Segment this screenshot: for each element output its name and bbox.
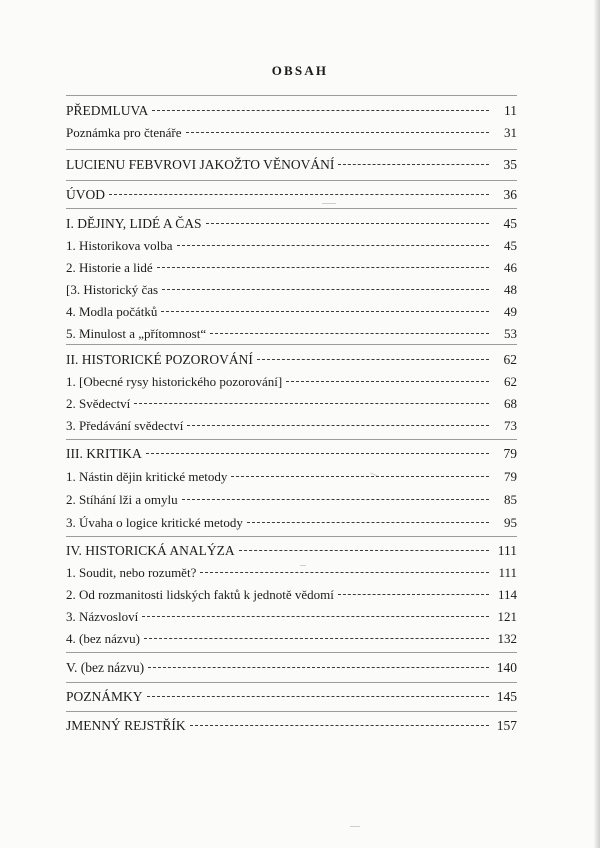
entry-title: V. (bez názvu) xyxy=(66,660,145,675)
toc-entry[interactable] xyxy=(66,101,517,121)
entry-page-number: 48 xyxy=(504,282,517,297)
toc-entry[interactable] xyxy=(66,416,517,436)
dot-leader xyxy=(182,499,489,500)
toc-entry[interactable] xyxy=(66,490,517,510)
toc-entry[interactable] xyxy=(66,467,517,487)
entry-page-number: 73 xyxy=(504,418,517,433)
toc-entry[interactable] xyxy=(66,629,517,649)
dot-leader xyxy=(231,476,489,477)
dot-leader xyxy=(206,223,489,224)
entry-page-number: 111 xyxy=(498,565,517,580)
entry-title: POZNÁMKY xyxy=(66,689,143,704)
entry-page-number: 31 xyxy=(504,125,517,140)
entry-title: 2. Svědectví xyxy=(66,396,131,411)
entry-page-number: 79 xyxy=(504,469,517,484)
dot-leader xyxy=(257,359,489,360)
toc-entry[interactable] xyxy=(66,185,517,205)
toc-entry[interactable] xyxy=(66,302,517,322)
entry-page-number: 114 xyxy=(497,587,517,602)
dot-leader xyxy=(161,311,489,312)
entry-title: [3. Historický čas xyxy=(66,282,159,297)
toc-entry[interactable] xyxy=(66,324,517,344)
entry-title: 3. Názvosloví xyxy=(66,609,139,624)
toc-entry[interactable] xyxy=(66,658,517,678)
entry-page-number: 46 xyxy=(504,260,517,275)
table-of-contents xyxy=(66,0,517,848)
entry-page-number: 45 xyxy=(504,238,517,253)
dot-leader xyxy=(190,725,489,726)
dot-leader xyxy=(134,403,489,404)
dot-leader xyxy=(187,425,489,426)
entry-page-number: 157 xyxy=(496,718,517,733)
entry-page-number: 35 xyxy=(503,157,517,172)
entry-page-number: 121 xyxy=(497,609,517,624)
dot-leader xyxy=(162,289,489,290)
entry-title: I. DĚJINY, LIDÉ A ČAS xyxy=(66,216,202,231)
entry-title: 5. Minulost a „přítomnost“ xyxy=(66,326,207,341)
toc-entry[interactable] xyxy=(66,513,517,533)
entry-title: III. KRITIKA xyxy=(66,446,142,461)
dot-leader xyxy=(210,333,489,334)
entry-title: Poznámka pro čtenáře xyxy=(66,125,182,140)
toc-entry[interactable] xyxy=(66,350,517,370)
entry-page-number: 79 xyxy=(503,446,517,461)
toc-entry[interactable] xyxy=(66,155,517,175)
entry-title: 2. Stíhání lži a omylu xyxy=(66,492,178,507)
toc-entry[interactable] xyxy=(66,123,517,143)
page-edge-shadow xyxy=(594,0,600,848)
entry-title: IV. HISTORICKÁ ANALÝZA xyxy=(66,543,235,558)
dot-leader xyxy=(147,696,489,697)
toc-entry[interactable] xyxy=(66,280,517,300)
toc-entry[interactable] xyxy=(66,214,517,234)
entry-title: 1. Historikova volba xyxy=(66,238,173,253)
dot-leader xyxy=(247,522,489,523)
entry-page-number: 36 xyxy=(503,187,517,202)
scan-speck xyxy=(322,203,336,204)
page-title: OBSAH xyxy=(271,63,329,78)
toc-entry[interactable] xyxy=(66,563,517,583)
entry-title: 3. Předávání svědectví xyxy=(66,418,184,433)
entry-page-number: 53 xyxy=(504,326,517,341)
dot-leader xyxy=(338,594,489,595)
entry-page-number: 11 xyxy=(504,103,517,118)
entry-page-number: 140 xyxy=(496,660,517,675)
toc-entry[interactable] xyxy=(66,541,517,561)
toc-entry[interactable] xyxy=(66,394,517,414)
toc-entry[interactable] xyxy=(66,236,517,256)
entry-title: II. HISTORICKÉ POZOROVÁNÍ xyxy=(66,352,253,367)
dot-leader xyxy=(186,132,489,133)
entry-page-number: 45 xyxy=(503,216,517,231)
scan-speck xyxy=(300,565,306,566)
scan-speck xyxy=(350,826,360,827)
dot-leader xyxy=(177,245,489,246)
dot-leader xyxy=(239,550,489,551)
dot-leader xyxy=(109,194,489,195)
entry-page-number: 62 xyxy=(504,374,517,389)
dot-leader xyxy=(338,164,489,165)
entry-title: 4. (bez názvu) xyxy=(66,631,140,646)
entry-page-number: 95 xyxy=(504,515,517,530)
entry-title: LUCIENU FEBVROVI JAKOŽTO VĚNOVÁNÍ xyxy=(66,157,335,172)
toc-entry[interactable] xyxy=(66,372,517,392)
entry-page-number: 49 xyxy=(504,304,517,319)
entry-page-number: 68 xyxy=(504,396,517,411)
entry-page-number: 145 xyxy=(496,689,517,704)
toc-entry[interactable] xyxy=(66,258,517,278)
entry-page-number: 85 xyxy=(504,492,517,507)
dot-leader xyxy=(157,267,489,268)
entry-title: 3. Úvaha o logice kritické metody xyxy=(66,515,243,530)
toc-entry[interactable] xyxy=(66,687,517,707)
dot-leader xyxy=(142,616,489,617)
entry-title: JMENNÝ REJSTŘÍK xyxy=(66,718,186,733)
entry-title: ÚVOD xyxy=(66,187,105,202)
toc-entry[interactable] xyxy=(66,444,517,464)
entry-title: 4. Modla počátků xyxy=(66,304,158,319)
dot-leader xyxy=(148,667,489,668)
toc-entry[interactable] xyxy=(66,585,517,605)
entry-page-number: 132 xyxy=(497,631,517,646)
entry-title: PŘEDMLUVA xyxy=(66,103,149,118)
dot-leader xyxy=(144,638,489,639)
entry-page-number: 62 xyxy=(503,352,517,367)
toc-entry[interactable] xyxy=(66,716,517,736)
entry-title: 1. [Obecné rysy historického pozorování] xyxy=(66,374,283,389)
entry-title: 2. Historie a lidé xyxy=(66,260,153,275)
entry-title: 1. Soudit, nebo rozumět? xyxy=(66,565,197,580)
dot-leader xyxy=(286,381,489,382)
dot-leader xyxy=(152,110,489,111)
toc-entry[interactable] xyxy=(66,607,517,627)
entry-page-number: 111 xyxy=(497,543,517,558)
entry-title: 1. Nástin dějin kritické metody xyxy=(66,469,228,484)
dot-leader xyxy=(200,572,489,573)
dot-leader xyxy=(146,453,489,454)
entry-title: 2. Od rozmanitosti lidských faktů k jednotě vědomí xyxy=(66,587,334,602)
